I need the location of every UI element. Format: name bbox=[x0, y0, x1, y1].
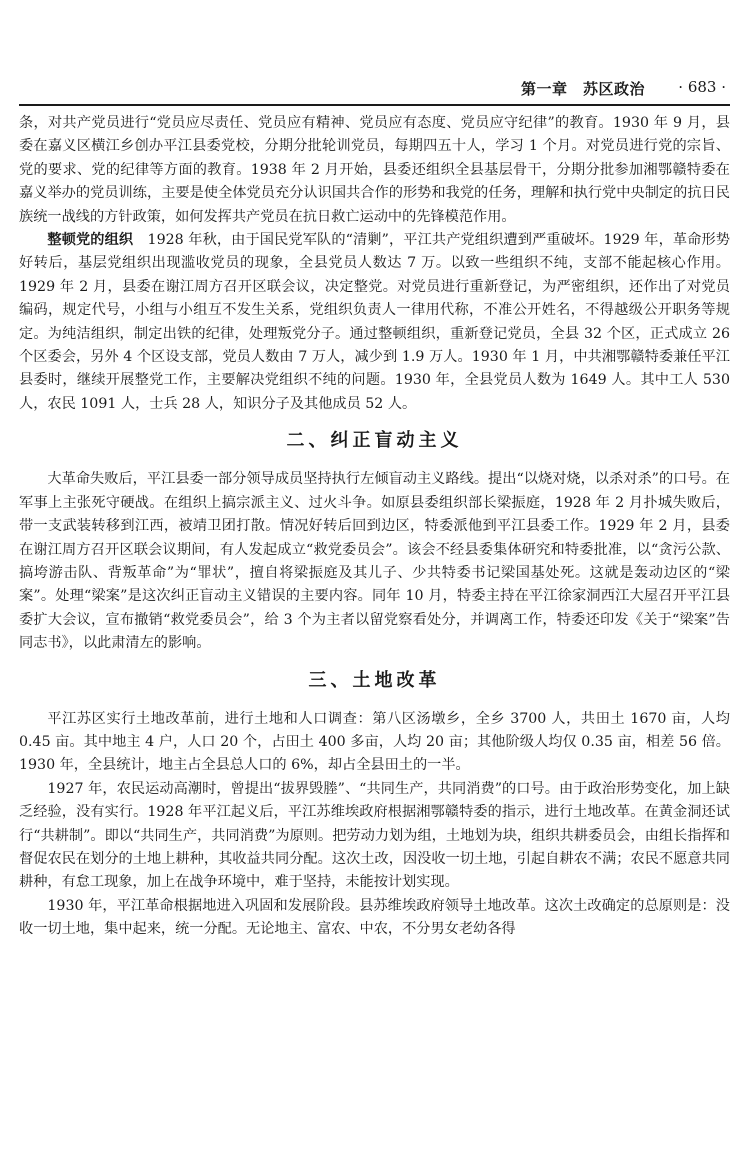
paragraph-land-survey: 平江苏区实行土地改革前，进行土地和人口调查：第八区汤墩乡，全乡 3700 人，共田土 1670 亩，人均 0.45 亩。其中地主 4 户，人口 20 个，占田土 400 多亩，人均 20 亩；其他阶级人均仅 0.35 亩，相差 56 倍。1930 年，全县统计，地主占全县总人口的 6%，却占全县田土的一半。 bbox=[19, 710, 730, 774]
running-header bbox=[0, 76, 750, 104]
paragraph-putschism: 大革命失败后，平江县委一部分领导成员坚持执行左倾盲动主义路线。提出“以烧对烧，以杀对杀”的口号。在军事上主张死守硬战。在组织上搞宗派主义、过火斗争。如原县委组织部长梁振庭，1928 年 2 月扑城失败后，带一支武装转移到江西，被靖卫团打散。情况好转后回到边区，特委派他到平江县委工作。1929 年 2 月，县委在谢江周方召开区联会议期间，有人发起成立“救党委员会”。该会不经县委集体研究和特委批准，以“贪污公款、搞垮游击队、背叛革命”为“罪状”，擅自将梁振庭及其儿子、少共特委书记梁国基处死。这就是轰动边区的“梁案”。处理“梁案”是这次纠正盲动主义错误的主要内容。同年 10 月，特委主持在平江徐家洞西江大屋召开平江县委扩大会议，宣布撤销“救党委员会”，给 3 个为主者以留党察看处分，并调离工作，特委还印发《关于“梁案”告同志书》，以此肃清左的影响。 bbox=[19, 471, 730, 652]
chapter-title: 第一章 苏区政治 bbox=[520, 80, 645, 98]
page-body bbox=[19, 112, 730, 942]
paragraph-1927-land: 1927 年，农民运动高潮时，曾提出“拔界毁塍”、“共同生产，共同消费”的口号。由于政治形势变化，加上缺乏经验，没有实行。1928 年平江起义后，平江苏维埃政府根据湘鄂赣特委的指示，进行土地改革。在黄金洞还试行“共耕制”。即以“共同生产，共同消费”为原则。把劳动力划为组，土地划为块，组织共耕委员会，由组长指挥和督促农民在划分的土地上耕种，其收益共同分配。这次土改，因没收一切土地，引起自耕农不满；农民不愿意共同耕种，有怠工现象，加上在战争环境中，难于坚持，未能按计划实现。 bbox=[19, 780, 730, 891]
section-heading-correct-putschism: 二、纠正盲动主义 bbox=[286, 430, 463, 452]
paragraph-lead-heading: 整顿党的组织 bbox=[47, 232, 134, 249]
paragraph-reorganize-party-body: 1928 年秋，由于国民党军队的“清剿”，平江共产党组织遭到严重破坏。1929 年，革命形势好转后，基层党组织出现滥收党员的现象，全县党员人数达 7 万。以致一些组织不纯，支部不能起核心作用。1929 年 2 月，县委在谢江周方召开区联会议，决定整党。对党员进行重新登记，为严密组织，还作出了对党员编码，规定代号，小组与小组互不发生关系，党组织负责人一律用代称，不准公开姓名，不得越级公开职务等规定。为纯洁组织，制定出铁的纪律，处理叛党分子。通过整顿组织，重新登记党员，全县 32 个区，正式成立 26 个区委会，另外 4 个区设支部，党员人数由 7 万人，减少到 1.9 万人。1930 年 1 月，中共湘鄂赣特委兼任平江县委时，继续开展整党工作，主要解决党组织不纯的问题。1930 年，全县党员人数为 1649 人。其中工人 530 人，农民 1091 人，士兵 28 人，知识分子及其他成员 52 人。 bbox=[19, 232, 730, 412]
paragraph-party-education: 条，对共产党员进行“党员应尽责任、党员应有精神、党员应有态度、党员应守纪律”的教育。1930 年 9 月，县委在嘉义区横江乡创办平江县委党校，分期分批轮训党员，每期四五十人，学习 1 个月。对党员进行党的宗旨、党的要求、党的纪律等方面的教育。1938 年 2 月开始，县委还组织全县基层骨干，分期分批参加湘鄂赣特委在嘉义举办的党员训练，主要是使全体党员充分认识国共合作的形势和我党的任务，理解和执行党中央制定的抗日民族统一战线的方针政策，如何发挥共产党员在抗日救亡运动中的先锋模范作用。 bbox=[19, 115, 730, 225]
page-number: · 683 · bbox=[678, 78, 726, 96]
paragraph-1930-land: 1930 年，平江革命根据地进入巩固和发展阶段。县苏维埃政府领导土地改革。这次土改确定的总原则是：没收一切土地，集中起来，统一分配。无论地主、富农、中农，不分男女老幼各得 bbox=[19, 897, 730, 938]
section-heading-land-reform: 三、土地改革 bbox=[308, 669, 441, 691]
paragraph-reorganize-party bbox=[19, 229, 730, 416]
header-rule bbox=[19, 104, 730, 106]
